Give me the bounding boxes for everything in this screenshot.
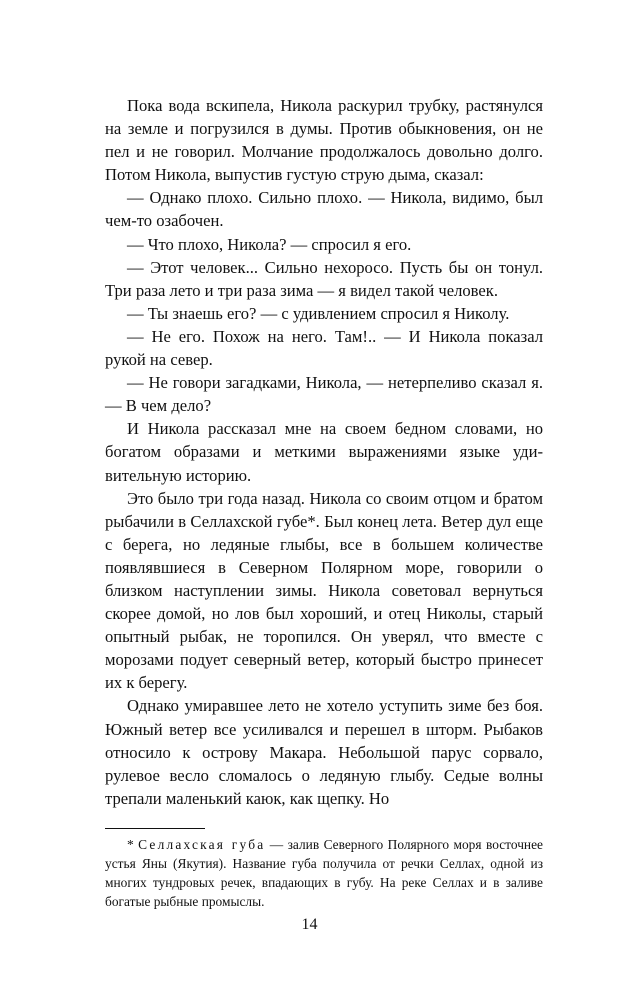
- paragraph: — Ты знаешь его? — с удивлением спросил я Николу.: [127, 303, 510, 323]
- footnote: [105, 835, 543, 911]
- footnote-text: [105, 835, 543, 911]
- footnote-definition: — залив Северного Полярного моря восточнее устья Яны (Якутия). Название губа получила от речки Селлах, одной из многих тундровых речек, впадающих в губу. На реке Селлах и в заливе богатые рыбные промыслы.: [105, 836, 543, 909]
- paragraph: — Не говори загадками, Никола, — нетерпеливо сказал я. — В чем дело?: [105, 373, 543, 416]
- paragraph: — Однако плохо. Сильно плохо. — Никола, видимо, был чем-то озабочен.: [105, 188, 543, 231]
- paragraph: И Никола рассказал мне на своем бедном словами, но богатом образами и меткими выражениями языке удивительную историю.: [105, 419, 543, 485]
- paragraph: — Не его. Похож на него. Там!.. — И Никола показал рукой на север.: [105, 326, 543, 370]
- paragraph: Пока вода вскипела, Никола раскурил трубку, растянулся на земле и погрузился в думы. Против обыкновения, он не пел и не говорил. Молчание продолжалось довольно долго. Потом Никола, выпустив густую струю дыма, сказал:: [105, 96, 543, 185]
- footnote-term: Селлахская губа: [138, 836, 266, 852]
- body-text: [105, 94, 543, 810]
- paragraph: — Этот человек... Сильно нехоросо. Пусть бы он тонул. Три раза лето и три раза зима — я видел такой человек.: [105, 257, 543, 300]
- page-number: 14: [301, 916, 318, 933]
- paragraph: — Что плохо, Никола? — спросил я его.: [127, 234, 412, 254]
- footnote-marker: *: [127, 836, 134, 852]
- paragraph: Однако умиравшее лето не хотело уступить зиме без боя. Южный ветер все усиливался и перешел в шторм. Рыбаков относило к острову Макара. Небольшой парус сорвало, рулевое весло сломалось о ледяную глыбу. Седые волны трепали маленький каюк, как щепку. Но: [105, 696, 543, 808]
- footnote-divider: [105, 828, 205, 829]
- paragraph: Это было три года назад. Никола со своим отцом и братом рыбачили в Селлахской губе*. Был конец лета. Ветер дул еще с берега, но ледяные глыбы, все в большем количестве появлявшиеся в Северном Полярном море, говорили о близком наступлении зимы. Никола советовал вернуться скорее домой, но лов был хороший, и отец Николы, старый опытный рыбак, не торопился. Он уверял, что вместе с морозами подует северный ветер, который быстро принесет их к берегу.: [105, 488, 543, 693]
- book-page: [105, 94, 543, 911]
